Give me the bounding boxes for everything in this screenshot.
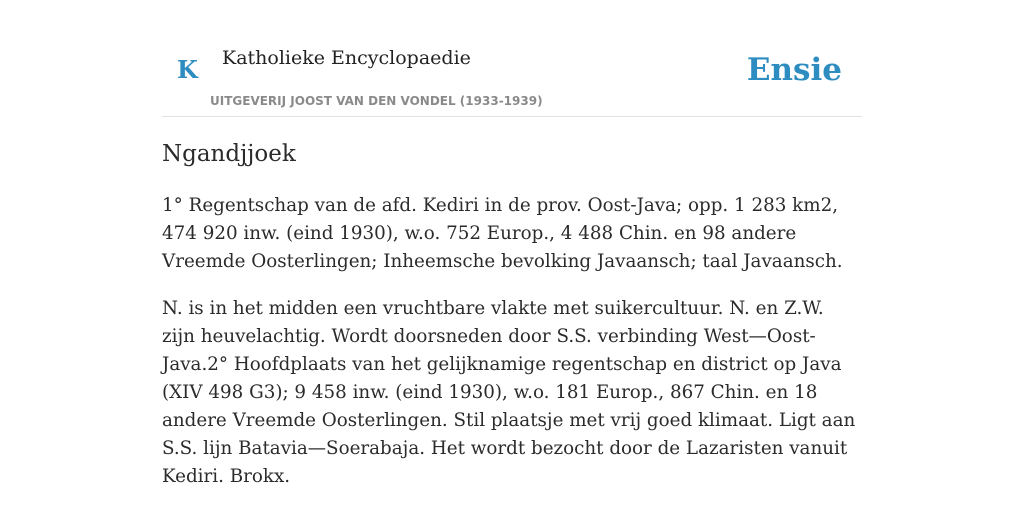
- article: [162, 137, 862, 491]
- ensie-logo-link[interactable]: Ensie: [746, 52, 842, 88]
- article-title: Ngandjjoek: [162, 141, 296, 167]
- publisher-label: UITGEVERIJ JOOST VAN DEN VONDEL (1933-1939): [210, 94, 543, 108]
- article-paragraph: N. is in het midden een vruchtbare vlakte met suikercultuur. N. en Z.W. zijn heuvelachtig. Wordt doorsneden door S.S. verbinding West—Oost-Java.2° Hoofdplaats van het gelijknamige regentschap en district op Java (XIV 498 G3); 9 458 inw. (eind 1930), w.o. 181 Europ., 867 Chin. en 18 andere Vreemde Oosterlingen. Stil plaatsje met vrij goed klimaat. Ligt aan S.S. lijn Batavia—Soerabaja. Het wordt bezocht door de Lazaristen vanuit Kediri. Brokx.: [162, 298, 856, 487]
- publication-title[interactable]: Katholieke Encyclopaedie: [222, 47, 471, 69]
- article-paragraph: 1° Regentschap van de afd. Kediri in de prov. Oost-Java; opp. 1 283 km2, 474 920 inw. (eind 1930), w.o. 752 Europ., 4 488 Chin. en 98 andere Vreemde Oosterlingen; Inheemsche bevolking Javaansch; taal Javaansch.: [162, 195, 843, 272]
- site-header: [162, 0, 862, 117]
- publication-logo[interactable]: K: [177, 55, 198, 84]
